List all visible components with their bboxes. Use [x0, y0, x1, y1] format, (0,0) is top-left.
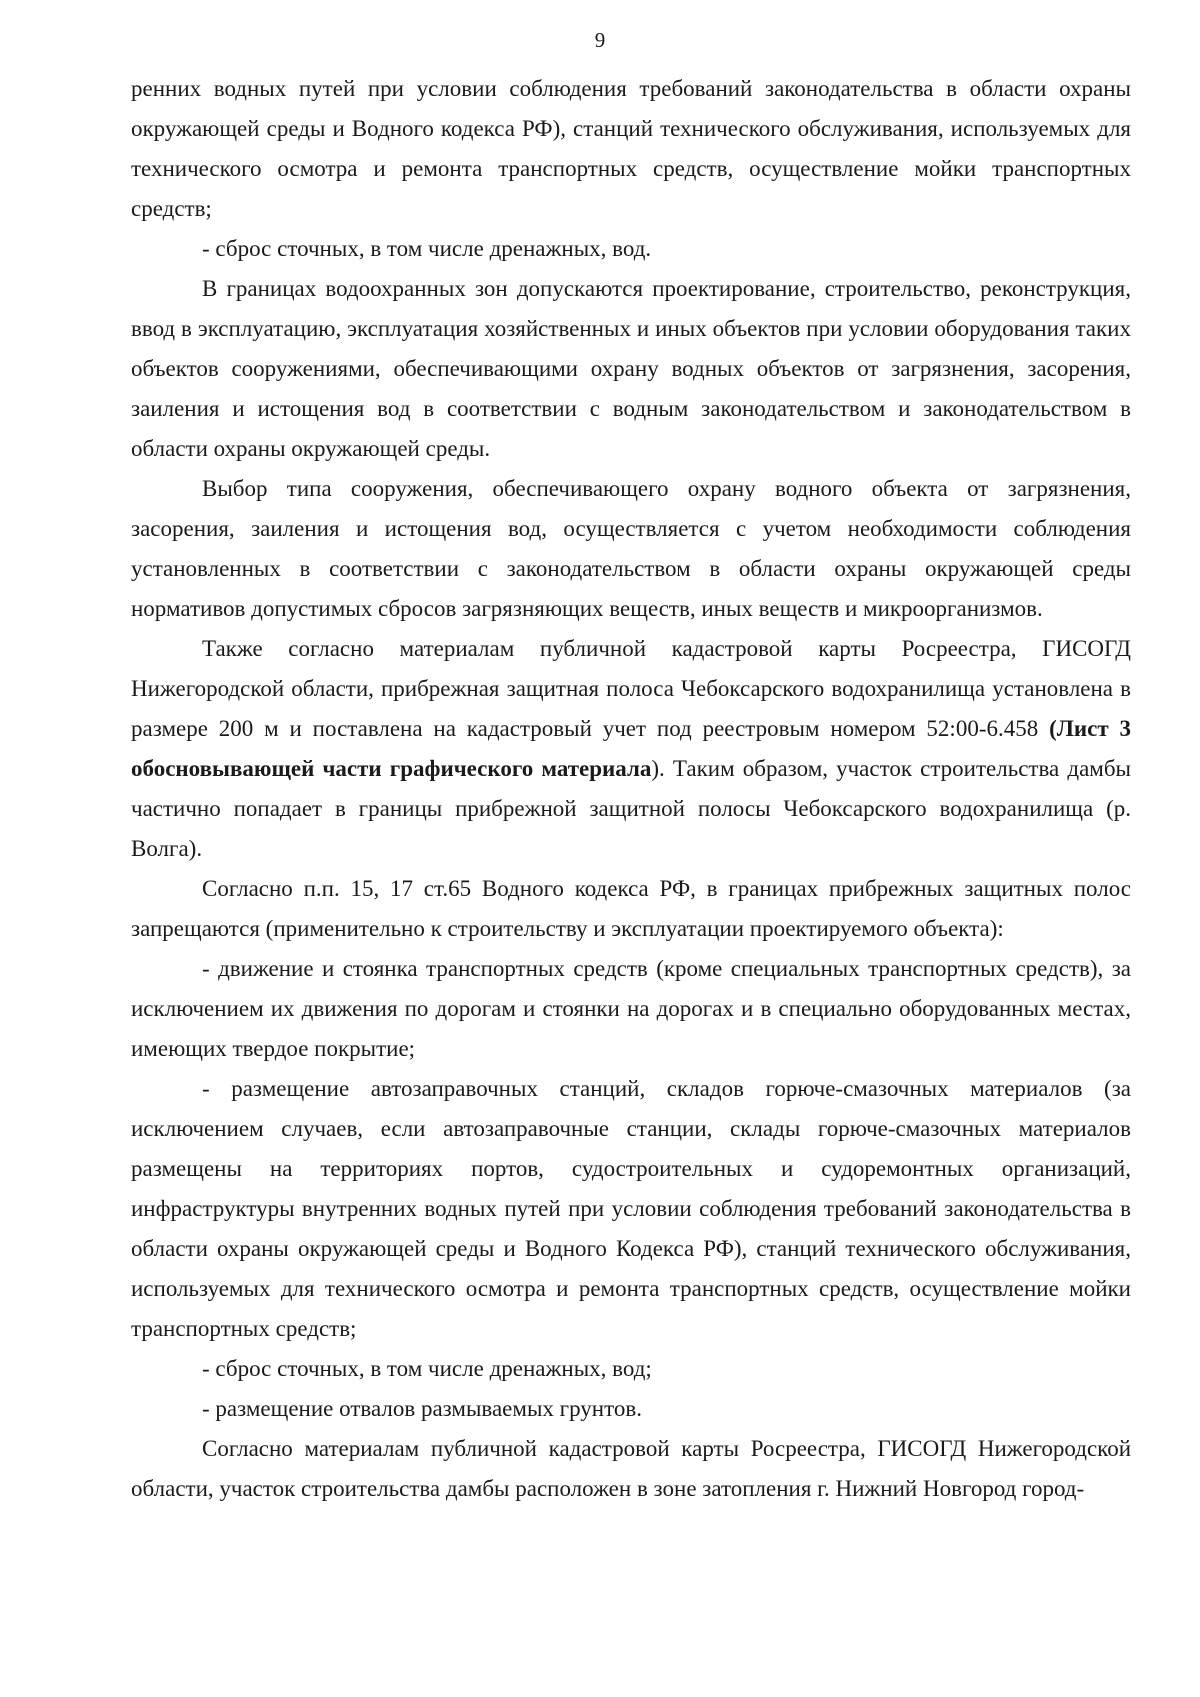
- paragraph-5-end: ). Таким образом, участок строительства дамбы частично попадает в границы прибрежной защитной полосы Чебоксарского водохранилища (р. Волга).: [131, 756, 1131, 861]
- paragraph-3: В границах водоохранных зон допускаются проектирование, строительство, реконструкция, ввод в эксплуатацию, эксплуатация хозяйственных и иных объектов при условии оборудования таких объектов сооружениями, обеспечивающими охрану водных объектов от загрязнения, засорения, заиления и истощения вод в соответствии с водным законодательством и законодательством в области охраны окружающей среды.: [131, 276, 1131, 461]
- paragraph-5-start: Также согласно материалам публичной кадастровой карты Росреестра, ГИСОГД Нижегородской области, прибрежная защитная полоса Чебоксарского водохранилища установлена в размере 200 м и поставлена на кадастровый учет под реестровым номером 52:00-6.458: [131, 636, 1131, 741]
- paragraph-7: - движение и стоянка транспортных средств (кроме специальных транспортных средств), за исключением их движения по дорогам и стоянки на дорогах и в специально оборудованных местах, имеющих твердое покрытие;: [131, 956, 1131, 1061]
- document-body: [131, 69, 1131, 1509]
- page-number: 9: [594, 28, 606, 52]
- paragraph-2: - сброс сточных, в том числе дренажных, вод.: [202, 236, 652, 261]
- paragraph-8: - размещение автозаправочных станций, складов горюче-смазочных материалов (за исключением случаев, если автозаправочные станции, склады горюче-смазочных материалов размещены на территориях портов, судостроительных и судоремонтных организаций, инфраструктуры внутренних водных путей при условии соблюдения требований законодательства в области охраны окружающей среды и Водного Кодекса РФ), станций технического обслуживания, используемых для технического осмотра и ремонта транспортных средств, осуществление мойки транспортных средств;: [131, 1076, 1131, 1341]
- paragraph-4: Выбор типа сооружения, обеспечивающего охрану водного объекта от загрязнения, засорения, заиления и истощения вод, осуществляется с учетом необходимости соблюдения установленных в соответствии с законодательством в области охраны окружающей среды нормативов допустимых сбросов загрязняющих веществ, иных веществ и микроорганизмов.: [131, 476, 1131, 621]
- paragraph-1: ренних водных путей при условии соблюдения требований законодательства в области охраны окружающей среды и Водного кодекса РФ), станций технического обслуживания, используемых для технического осмотра и ремонта транспортных средств, осуществление мойки транспортных средств;: [131, 76, 1131, 221]
- paragraph-5: [131, 629, 1131, 869]
- paragraph-11: Согласно материалам публичной кадастровой карты Росреестра, ГИСОГД Нижегородской области, участок строительства дамбы расположен в зоне затопления г. Нижний Новгород город-: [131, 1436, 1131, 1501]
- paragraph-10: - размещение отвалов размываемых грунтов.: [202, 1396, 642, 1421]
- paragraph-6: Согласно п.п. 15, 17 ст.65 Водного кодекса РФ, в границах прибрежных защитных полос запрещаются (применительно к строительству и эксплуатации проектируемого объекта):: [131, 876, 1131, 941]
- sheet-reference-bold: (Лист 3 обосновывающей части графического материала: [131, 716, 1131, 781]
- paragraph-9: - сброс сточных, в том числе дренажных, вод;: [202, 1356, 652, 1381]
